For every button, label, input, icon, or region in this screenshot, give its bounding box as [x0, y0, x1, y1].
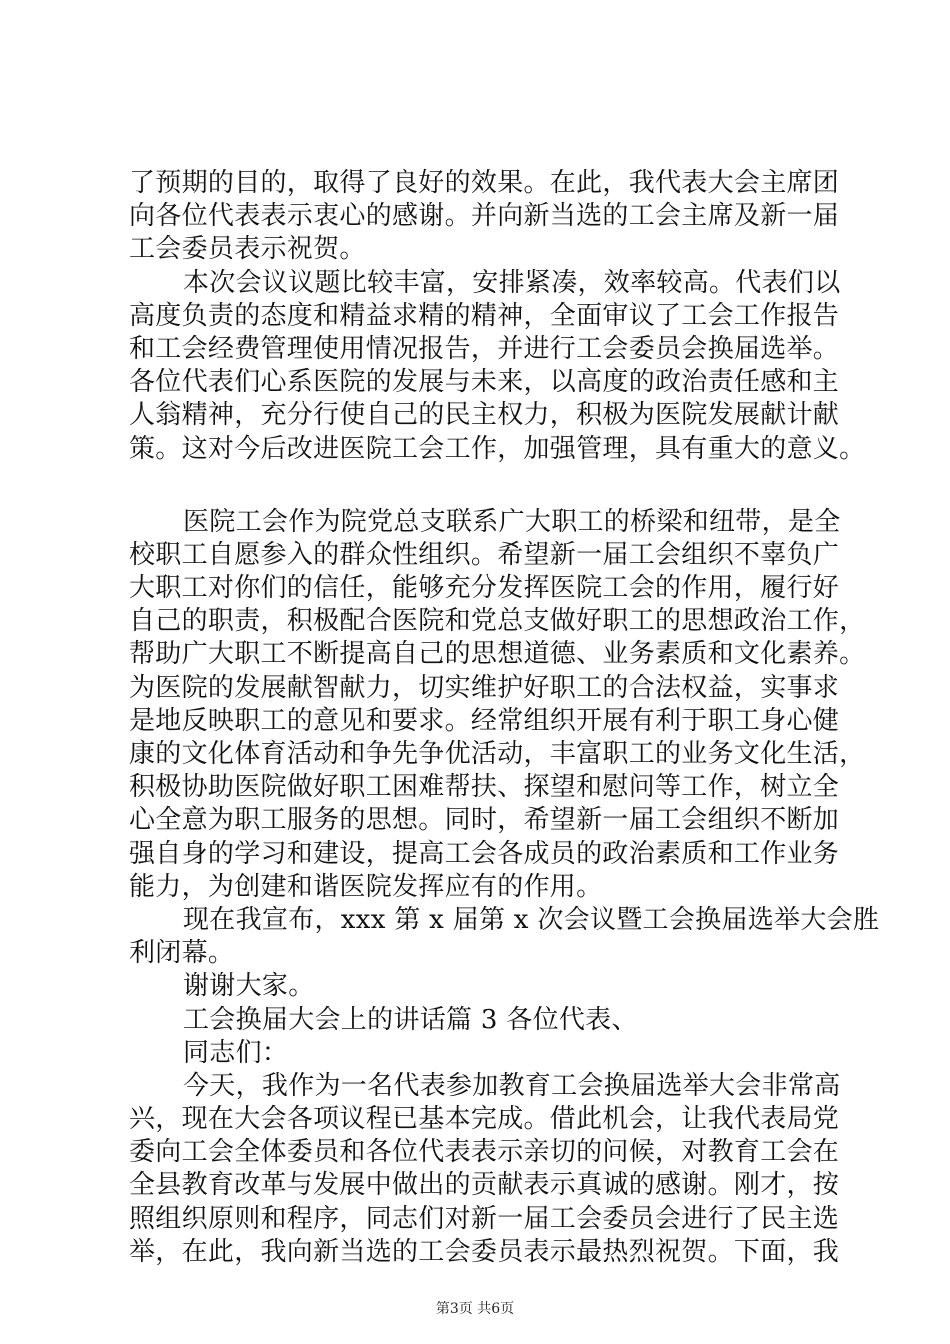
paragraph-spacer	[129, 466, 839, 506]
paragraph-line: 现在我宣布，xxx 第 x 届第 x 次会议暨工会换届选举大会胜	[183, 904, 880, 935]
paragraph-line: 本次会议议题比较丰富，安排紧凑，效率较高。代表们以	[183, 267, 841, 298]
paragraph-line: 工会委员表示祝贺。	[129, 234, 366, 265]
section-heading: 工会换届大会上的讲话篇 3 各位代表、	[183, 1004, 638, 1035]
paragraph-line: 大职工对你们的信任，能够充分发挥医院工会的作用，履行好	[129, 573, 840, 604]
paragraph-line: 举，在此，我向新当选的工会委员表示最热烈祝贺。下面，我	[129, 1236, 840, 1267]
paragraph-line: 了预期的目的，取得了良好的效果。在此，我代表大会主席团	[129, 168, 840, 198]
paragraph-line: 高度负责的态度和精益求精的精神，全面审议了工会工作报告	[129, 300, 840, 331]
paragraph-line: 帮助广大职工不断提高自己的思想道德、业务素质和文化素养。	[129, 639, 866, 670]
paragraph-line: 是地反映职工的意见和要求。经常组织开展有利于职工身心健	[129, 705, 840, 736]
paragraph-line: 兴，现在大会各项议程已基本完成。借此机会，让我代表局党	[129, 1104, 840, 1135]
paragraph-line: 谢谢大家。	[183, 971, 315, 1002]
paragraph-line: 今天，我作为一名代表参加教育工会换届选举大会非常高	[183, 1070, 841, 1101]
paragraph-line: 人翁精神，充分行使自己的民主权力，积极为医院发展献计献	[129, 400, 840, 431]
paragraph-line: 利闭幕。	[129, 938, 235, 969]
paragraph-line: 各位代表们心系医院的发展与未来，以高度的政治责任感和主	[129, 367, 840, 398]
paragraph-line: 积极协助医院做好职工困难帮扶、探望和慰问等工作，树立全	[129, 772, 840, 803]
paragraph-line: 自己的职责，积极配合医院和党总支做好职工的思想政治工作，	[129, 606, 866, 637]
paragraph-line: 向各位代表表示衷心的感谢。并向新当选的工会主席及新一届	[129, 201, 840, 232]
page-number-footer: 第3页 共6页	[435, 1301, 515, 1317]
paragraph-line: 医院工会作为院党总支联系广大职工的桥梁和纽带，是全	[183, 506, 841, 537]
paragraph-line: 康的文化体育活动和争先争优活动，丰富职工的业务文化生活，	[129, 739, 866, 769]
paragraph-line: 能力，为创建和谐医院发挥应有的作用。	[129, 871, 603, 902]
document-body	[129, 167, 880, 1269]
paragraph-line: 心全意为职工服务的思想。同时，希望新一届工会组织不断加	[129, 805, 840, 836]
paragraph-line: 强自身的学习和建设，提高工会各成员的政治素质和工作业务	[129, 838, 840, 869]
paragraph-line: 委向工会全体委员和各位代表表示亲切的问候，对教育工会在	[129, 1137, 840, 1168]
paragraph-line: 为医院的发展献智献力，切实维护好职工的合法权益，实事求	[129, 672, 840, 703]
paragraph-line: 全县教育改革与发展中做出的贡献表示真诚的感谢。刚才，按	[129, 1170, 840, 1201]
salutation: 同志们：	[183, 1037, 289, 1068]
paragraph-line: 和工会经费管理使用情况报告，并进行工会委员会换届选举。	[129, 333, 840, 364]
paragraph-line: 照组织原则和程序，同志们对新一届工会委员会进行了民主选	[129, 1203, 840, 1234]
paragraph-line: 校职工自愿参入的群众性组织。希望新一届工会组织不辜负广	[129, 539, 840, 570]
paragraph-line: 策。这对今后改进医院工会工作，加强管理，具有重大的意义。	[129, 433, 866, 464]
